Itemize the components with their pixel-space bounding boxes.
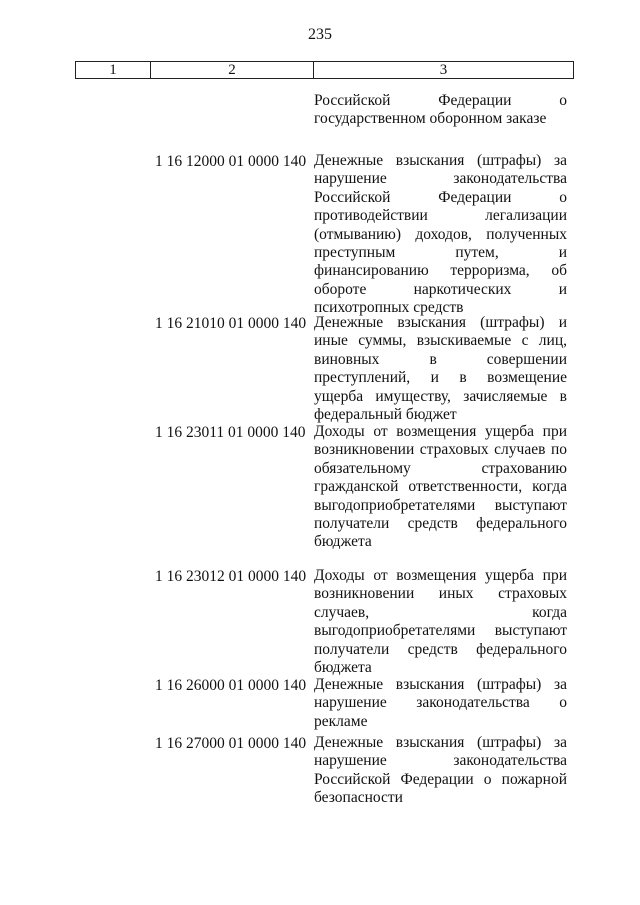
revenue-code: 1 16 23012 01 0000 140 xyxy=(155,568,307,585)
page-number: 235 xyxy=(308,26,332,43)
continuation-description: Российской Федерации о государственном оборонном заказе xyxy=(314,92,567,128)
revenue-code: 1 16 27000 01 0000 140 xyxy=(155,735,307,752)
column-header-table xyxy=(75,61,574,79)
revenue-code: 1 16 26000 01 0000 140 xyxy=(155,677,307,694)
revenue-code: 1 16 23011 01 0000 140 xyxy=(155,424,306,441)
column-header-1: 1 xyxy=(76,62,151,79)
column-header-3: 3 xyxy=(314,62,574,79)
column-header-2: 2 xyxy=(151,62,314,79)
revenue-description: Денежные взыскания (штрафы) за нарушение законодательства о рекламе xyxy=(314,676,567,730)
revenue-code: 1 16 12000 01 0000 140 xyxy=(155,153,307,170)
revenue-description: Денежные взыскания (штрафы) за нарушение законодательства Российской Федерации о пожарной безопасности xyxy=(314,734,567,807)
revenue-description: Денежные взыскания (штрафы) за нарушение законодательства Российской Федерации о противодействии легализации (отмыванию) доходов, полученных преступным путем, и финансированию терроризма, об обороте наркотических и психотропных средств xyxy=(314,152,567,317)
revenue-description: Доходы от возмещения ущерба при возникновении страховых случаев по обязательному страхованию гражданской ответственности, когда выгодоприобретателями выступают получатели средств федерального бюджета xyxy=(314,423,567,551)
revenue-description: Денежные взыскания (штрафы) и иные суммы, взыскиваемые с лиц, виновных в совершении преступлений, и в возмещение ущерба имуществу, зачисляемые в федеральный бюджет xyxy=(314,314,567,424)
revenue-description: Доходы от возмещения ущерба при возникновении иных страховых случаев, когда выгодоприобретателями выступают получатели средств федерального бюджета xyxy=(314,567,567,677)
revenue-code: 1 16 21010 01 0000 140 xyxy=(155,315,307,332)
